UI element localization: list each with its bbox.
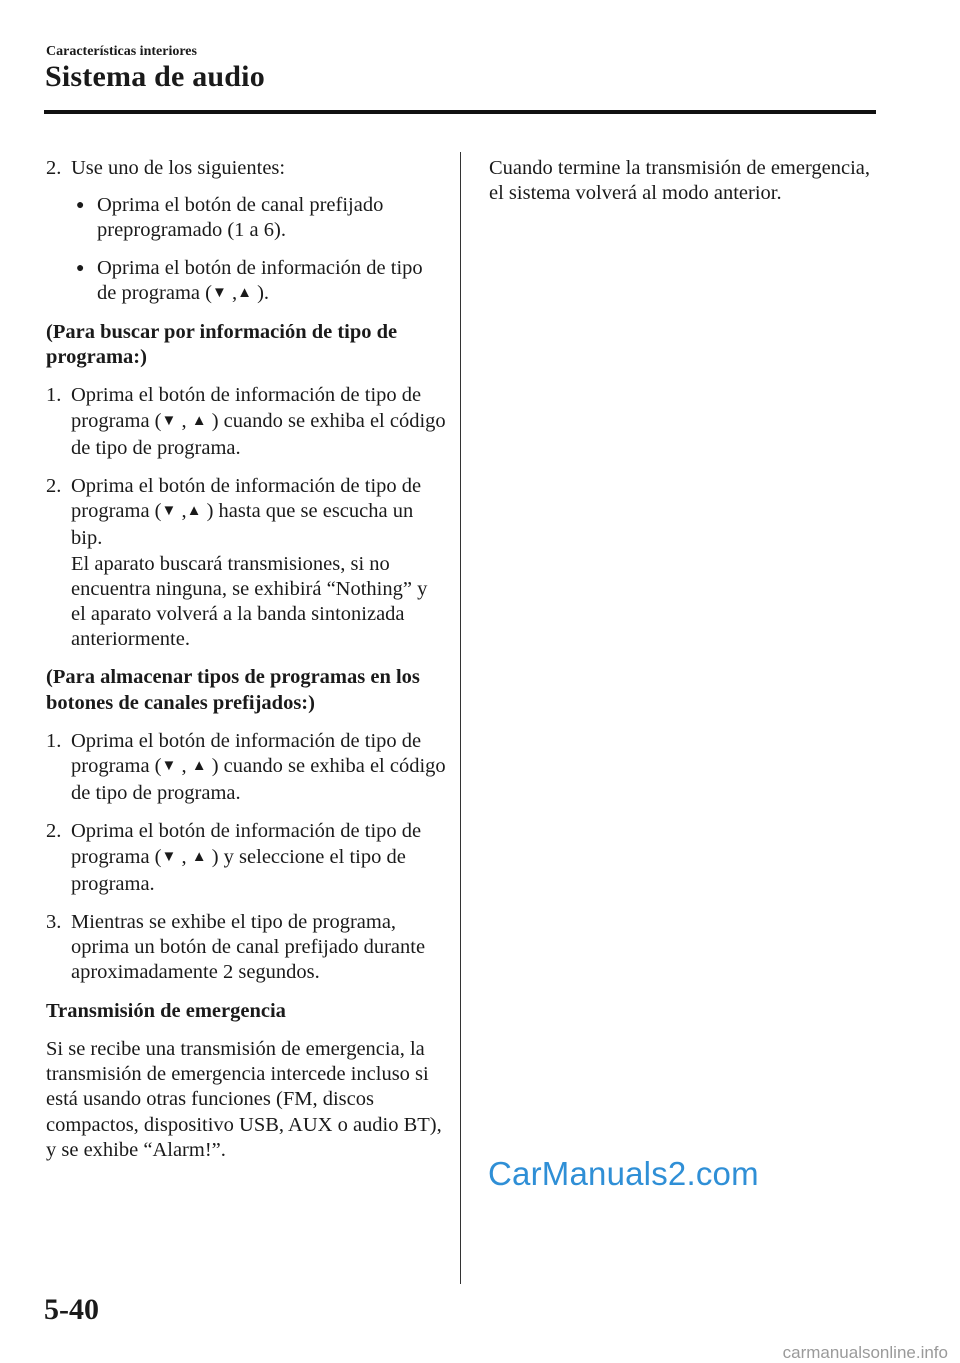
down-arrow-icon: ▼ <box>161 412 177 429</box>
step-list-item <box>46 156 446 181</box>
up-arrow-icon: ▲ <box>191 412 207 429</box>
section-heading: (Para almacenar tipos de programas en los botones de canales prefijados:) <box>46 666 420 714</box>
right-column <box>489 156 889 219</box>
column-divider <box>460 152 461 1284</box>
left-column <box>46 156 446 1176</box>
body-paragraph: Cuando termine la transmisión de emergencia, el sistema volverá al modo anterior. <box>489 157 871 205</box>
step-list-item: 3. Mientras se exhibe el tipo de programa, oprima un botón de canal prefijado durante aproximadamente 2 segundos. <box>46 911 426 984</box>
page-number: 5-40 <box>44 1293 99 1326</box>
section-heading: Transmisión de emergencia <box>46 999 286 1022</box>
title-rule <box>44 110 876 114</box>
down-arrow-icon: ▼ <box>161 758 177 775</box>
up-arrow-icon: ▲ <box>186 503 202 520</box>
down-arrow-icon: ▼ <box>161 503 177 520</box>
step-number: 2. <box>46 475 62 498</box>
bullet-item: ● Oprima el botón de información de tipo de programa (▼ ,▲ ). <box>76 256 423 304</box>
step-list-item: 1. Oprima el botón de información de tipo de programa (▼ , ▲ ) cuando se exhiba el código de tipo de programa. <box>46 384 446 459</box>
step-number: 2. <box>46 157 62 179</box>
bullet-text: Oprima el botón de canal prefijado preprogramado (1 a 6). <box>97 194 384 242</box>
step-number: 1. <box>46 729 62 752</box>
bullet-icon: ● <box>76 198 85 214</box>
step-note: El aparato buscará transmisiones, si no encuentra ninguna, se exhibirá “Nothing” y el aparato volverá a la banda sintonizada anteriormente. <box>71 552 428 651</box>
down-arrow-icon: ▼ <box>161 848 177 865</box>
step-number: 1. <box>46 384 62 407</box>
body-paragraph: Si se recibe una transmisión de emergencia, la transmisión de emergencia intercede incluso si está usando otras funciones (FM, discos compactos, dispositivo USB, AUX o audio BT), y se exhibe “Alarm!”. <box>46 1037 442 1161</box>
watermark-logo: CarManuals2.com <box>488 1155 759 1192</box>
step-list-item: 1. Oprima el botón de información de tipo de programa (▼ , ▲ ) cuando se exhiba el código de tipo de programa. <box>46 729 446 805</box>
step-list-item: 2. Oprima el botón de información de tipo de programa (▼ , ▲ ) y seleccione el tipo de programa. <box>46 820 422 895</box>
footer-watermark: carmanualsonline.info <box>782 1343 948 1362</box>
bullet-icon: ● <box>76 260 85 276</box>
section-heading: (Para buscar por información de tipo de programa:) <box>46 321 398 369</box>
section-label: Características interiores <box>46 44 197 59</box>
bullet-text: Oprima el botón de información de tipo de programa ( <box>97 256 423 304</box>
up-arrow-icon: ▲ <box>237 284 252 301</box>
up-arrow-icon: ▲ <box>191 848 207 865</box>
page-title: Sistema de audio <box>45 60 265 93</box>
up-arrow-icon: ▲ <box>191 758 207 775</box>
step-text: Use uno de los siguientes: <box>71 157 286 179</box>
step-number: 3. <box>46 911 62 934</box>
bullet-item <box>46 193 446 243</box>
down-arrow-icon: ▼ <box>211 284 227 301</box>
step-number: 2. <box>46 820 62 843</box>
step-list-item: 2. Oprima el botón de información de tipo de programa (▼ ,▲ ) hasta que se escucha un bip. El aparato buscará transmisiones, si no encuentra ninguna, se exhibirá “Nothing” y el aparato volverá a la banda sintonizada anteriormente. <box>46 475 428 651</box>
